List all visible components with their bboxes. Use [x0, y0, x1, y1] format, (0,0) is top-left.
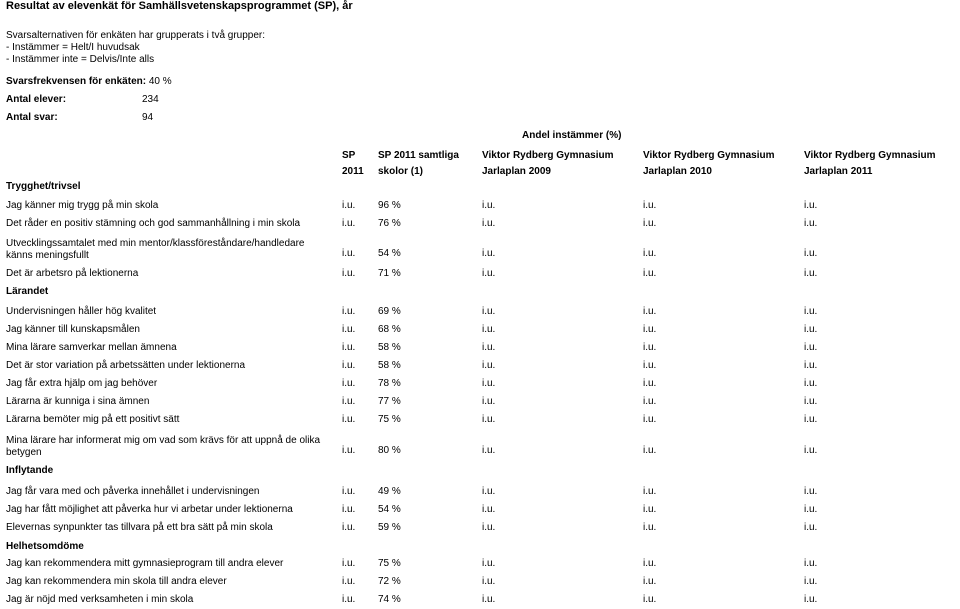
table-cell: i.u. [804, 268, 818, 279]
table-cell: i.u. [804, 576, 818, 587]
table-cell: i.u. [342, 396, 356, 407]
question-label: Lärarna är kunniga i sina ämnen [6, 396, 150, 407]
table-cell: i.u. [482, 396, 496, 407]
table-cell: i.u. [482, 248, 496, 259]
table-cell: 74 % [378, 594, 401, 605]
table-cell: i.u. [342, 360, 356, 371]
column-header-2010 [643, 148, 775, 180]
table-cell: i.u. [482, 486, 496, 497]
answers-label: Antal svar: [6, 112, 58, 123]
question-label: Jag kan rekommendera mitt gymnasieprogram till andra elever [6, 558, 284, 569]
table-cell: i.u. [342, 268, 356, 279]
question-label [6, 238, 304, 262]
table-cell: i.u. [482, 594, 496, 605]
table-cell: i.u. [643, 486, 657, 497]
intro-line-3: - Instämmer inte = Delvis/Inte alls [6, 54, 155, 65]
students-label: Antal elever: [6, 94, 67, 105]
question-label: Jag har fått möjlighet att påverka hur vi arbetar under lektionerna [6, 504, 293, 515]
table-cell: i.u. [643, 248, 657, 259]
question-label: Jag är nöjd med verksamheten i min skola [6, 594, 194, 605]
table-cell: i.u. [342, 486, 356, 497]
section-helhetsomdome: Helhetsomdöme [6, 541, 84, 552]
question-label: Jag känner till kunskapsmålen [6, 324, 140, 335]
question-label: Jag kan rekommendera min skola till andra elever [6, 576, 227, 587]
column-header-line: SP 2011 samtliga [378, 150, 459, 161]
answers-value: 94 [142, 112, 154, 123]
response-rate [6, 76, 172, 87]
table-cell: i.u. [804, 486, 818, 497]
question-label: Det är stor variation på arbetssätten under lektionerna [6, 360, 246, 371]
table-cell: i.u. [342, 504, 356, 515]
table-cell: i.u. [643, 504, 657, 515]
question-label-line: betygen [6, 447, 42, 458]
table-cell: 59 % [378, 522, 401, 533]
question-label: Lärarna bemöter mig på ett positivt sätt [6, 414, 180, 425]
column-header-line: skolor (1) [378, 166, 424, 177]
question-label-line: känns meningsfullt [6, 250, 89, 261]
table-cell: 69 % [378, 306, 401, 317]
table-cell: i.u. [643, 558, 657, 569]
section-larandet: Lärandet [6, 286, 49, 297]
section-trygghet-trivsel: Trygghet/trivsel [6, 181, 81, 192]
table-cell: i.u. [804, 218, 818, 229]
column-header-line: Viktor Rydberg Gymnasium [482, 150, 614, 161]
column-header-2011 [804, 148, 936, 180]
table-cell: i.u. [804, 360, 818, 371]
table-super-header: Andel instämmer (%) [522, 130, 622, 141]
table-cell: i.u. [804, 445, 818, 456]
table-cell: i.u. [482, 576, 496, 587]
table-cell: 72 % [378, 576, 401, 587]
table-cell: i.u. [643, 218, 657, 229]
table-cell: 49 % [378, 486, 401, 497]
table-cell: 58 % [378, 342, 401, 353]
table-cell: 80 % [378, 445, 401, 456]
question-label: Jag får extra hjälp om jag behöver [6, 378, 158, 389]
column-header-line: Jarlaplan 2010 [643, 166, 712, 177]
table-cell: i.u. [643, 268, 657, 279]
intro-line-2: - Instämmer = Helt/I huvudsak [6, 42, 140, 53]
question-label-line: Utvecklingssamtalet med min mentor/klassföreståndare/handledare [6, 238, 305, 249]
table-cell: i.u. [482, 360, 496, 371]
table-cell: i.u. [342, 558, 356, 569]
question-label: Det är arbetsro på lektionerna [6, 268, 139, 279]
column-header-2009 [482, 148, 614, 180]
question-label-line: Mina lärare har informerat mig om vad som krävs för att uppnå de olika [6, 435, 321, 446]
table-cell: i.u. [482, 522, 496, 533]
column-header-sp-all-schools [378, 148, 459, 180]
table-cell: i.u. [804, 342, 818, 353]
table-cell: i.u. [482, 414, 496, 425]
table-cell: i.u. [804, 324, 818, 335]
table-cell: i.u. [804, 200, 818, 211]
table-cell: i.u. [342, 522, 356, 533]
question-label: Jag får vara med och påverka innehållet i undervisningen [6, 486, 260, 497]
table-cell: 54 % [378, 504, 401, 515]
table-cell: i.u. [342, 378, 356, 389]
table-cell: i.u. [643, 324, 657, 335]
table-cell: i.u. [804, 248, 818, 259]
table-cell: i.u. [482, 378, 496, 389]
table-cell: 76 % [378, 218, 401, 229]
table-cell: i.u. [804, 594, 818, 605]
table-cell: i.u. [643, 522, 657, 533]
column-header-line: Jarlaplan 2011 [804, 166, 873, 177]
table-cell: i.u. [643, 445, 657, 456]
table-cell: 78 % [378, 378, 401, 389]
table-cell: i.u. [342, 414, 356, 425]
intro-line-1: Svarsalternativen för enkäten har grupperats i två grupper: [6, 30, 266, 41]
table-cell: i.u. [482, 445, 496, 456]
table-cell: i.u. [804, 414, 818, 425]
table-cell: i.u. [482, 342, 496, 353]
table-cell: 96 % [378, 200, 401, 211]
table-cell: 77 % [378, 396, 401, 407]
section-inflytande: Inflytande [6, 465, 54, 476]
table-cell: i.u. [643, 360, 657, 371]
table-cell: i.u. [804, 522, 818, 533]
table-cell: i.u. [643, 396, 657, 407]
table-cell: i.u. [643, 414, 657, 425]
table-cell: i.u. [342, 218, 356, 229]
table-cell: i.u. [643, 576, 657, 587]
students-value: 234 [142, 94, 159, 105]
column-header-sp-2011 [342, 148, 364, 180]
table-cell: i.u. [482, 200, 496, 211]
response-rate-value: 40 % [148, 76, 172, 87]
table-cell: i.u. [342, 306, 356, 317]
table-cell: i.u. [342, 594, 356, 605]
column-header-line: Jarlaplan 2009 [482, 166, 551, 177]
table-cell: i.u. [643, 306, 657, 317]
table-cell: i.u. [342, 576, 356, 587]
table-cell: i.u. [804, 378, 818, 389]
column-header-line: Viktor Rydberg Gymnasium [804, 150, 936, 161]
question-label: Jag känner mig trygg på min skola [6, 200, 159, 211]
report-title: Resultat av elevenkät för Samhällsvetenskapsprogrammet (SP), år [6, 0, 353, 12]
table-cell: i.u. [342, 200, 356, 211]
column-header-line: 2011 [342, 166, 364, 177]
table-cell: i.u. [482, 218, 496, 229]
response-rate-label: Svarsfrekvensen för enkäten: [6, 76, 147, 87]
table-cell: 68 % [378, 324, 401, 335]
question-label: Det råder en positiv stämning och god sammanhållning i min skola [6, 218, 301, 229]
table-cell: i.u. [643, 342, 657, 353]
question-label: Mina lärare samverkar mellan ämnena [6, 342, 177, 353]
question-label [6, 435, 320, 459]
table-cell: i.u. [482, 558, 496, 569]
table-cell: i.u. [482, 324, 496, 335]
table-cell: i.u. [643, 594, 657, 605]
table-cell: i.u. [804, 504, 818, 515]
question-label: Elevernas synpunkter tas tillvara på ett bra sätt på min skola [6, 522, 273, 533]
table-cell: 71 % [378, 268, 401, 279]
column-header-line: SP [342, 150, 356, 161]
table-cell: i.u. [804, 396, 818, 407]
column-header-line: Viktor Rydberg Gymnasium [643, 150, 775, 161]
table-cell: i.u. [804, 558, 818, 569]
table-cell: i.u. [482, 268, 496, 279]
table-cell: 58 % [378, 360, 401, 371]
table-cell: 75 % [378, 558, 401, 569]
table-cell: i.u. [342, 342, 356, 353]
table-cell: i.u. [804, 306, 818, 317]
table-cell: i.u. [342, 324, 356, 335]
table-cell: i.u. [643, 378, 657, 389]
question-label: Undervisningen håller hög kvalitet [6, 306, 157, 317]
table-cell: i.u. [643, 200, 657, 211]
table-cell: i.u. [342, 248, 356, 259]
table-cell: 54 % [378, 248, 401, 259]
table-cell: i.u. [482, 306, 496, 317]
table-cell: i.u. [342, 445, 356, 456]
table-cell: 75 % [378, 414, 401, 425]
table-cell: i.u. [482, 504, 496, 515]
